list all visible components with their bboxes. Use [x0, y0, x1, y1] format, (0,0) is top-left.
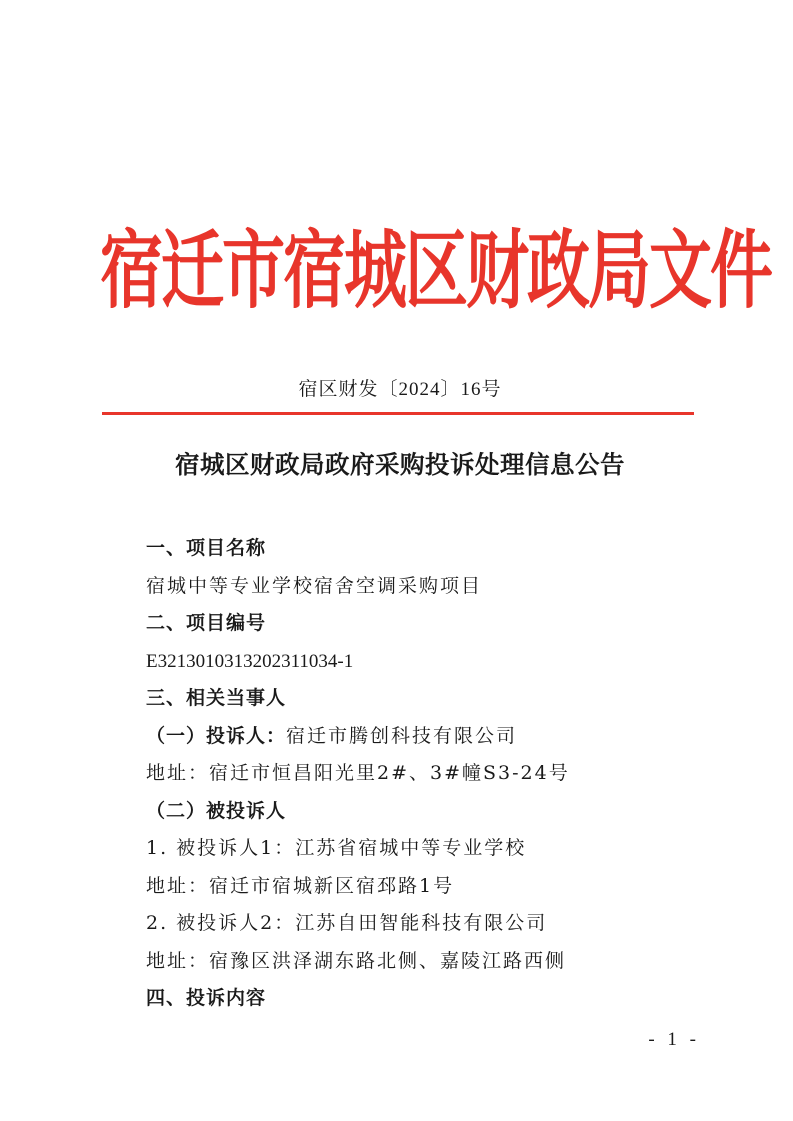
notice-title: 宿城区财政局政府采购投诉处理信息公告 — [175, 450, 625, 479]
page-number: - 1 - — [648, 1029, 700, 1050]
section-heading-project-name: 一、项目名称 — [146, 537, 267, 559]
section-heading-complaint: 四、投诉内容 — [146, 987, 267, 1009]
respondent-1: 1. 被投诉人1：江苏省宿城中等专业学校 — [146, 837, 527, 859]
respondents-heading: （二）被投诉人 — [146, 799, 287, 822]
document-number: 宿区财发〔2024〕16号 — [298, 379, 502, 400]
complainant-name: 宿迁市腾创科技有限公司 — [286, 724, 518, 747]
respondent-2-address: 地址：宿豫区洪泽湖东路北侧、嘉陵江路西侧 — [146, 949, 567, 972]
section-heading-parties: 三、相关当事人 — [146, 687, 287, 709]
document-body — [146, 530, 706, 1018]
respondent-2: 2. 被投诉人2：江苏自田智能科技有限公司 — [146, 912, 548, 934]
complainant-label: （一）投诉人： — [146, 724, 287, 747]
section-heading-project-code: 二、项目编号 — [146, 612, 267, 634]
red-divider-line — [102, 412, 694, 415]
complainant-line — [146, 718, 706, 756]
issuer-red-header: 宿迁市宿城区财政局文件 — [100, 220, 771, 321]
project-name: 宿城中等专业学校宿舍空调采购项目 — [146, 574, 483, 597]
respondent-1-address: 地址：宿迁市宿城新区宿邳路1号 — [146, 874, 455, 897]
project-code: E3213010313202311034-1 — [146, 650, 354, 672]
complainant-address: 地址：宿迁市恒昌阳光里2#、3#幢S3-24号 — [146, 762, 570, 784]
